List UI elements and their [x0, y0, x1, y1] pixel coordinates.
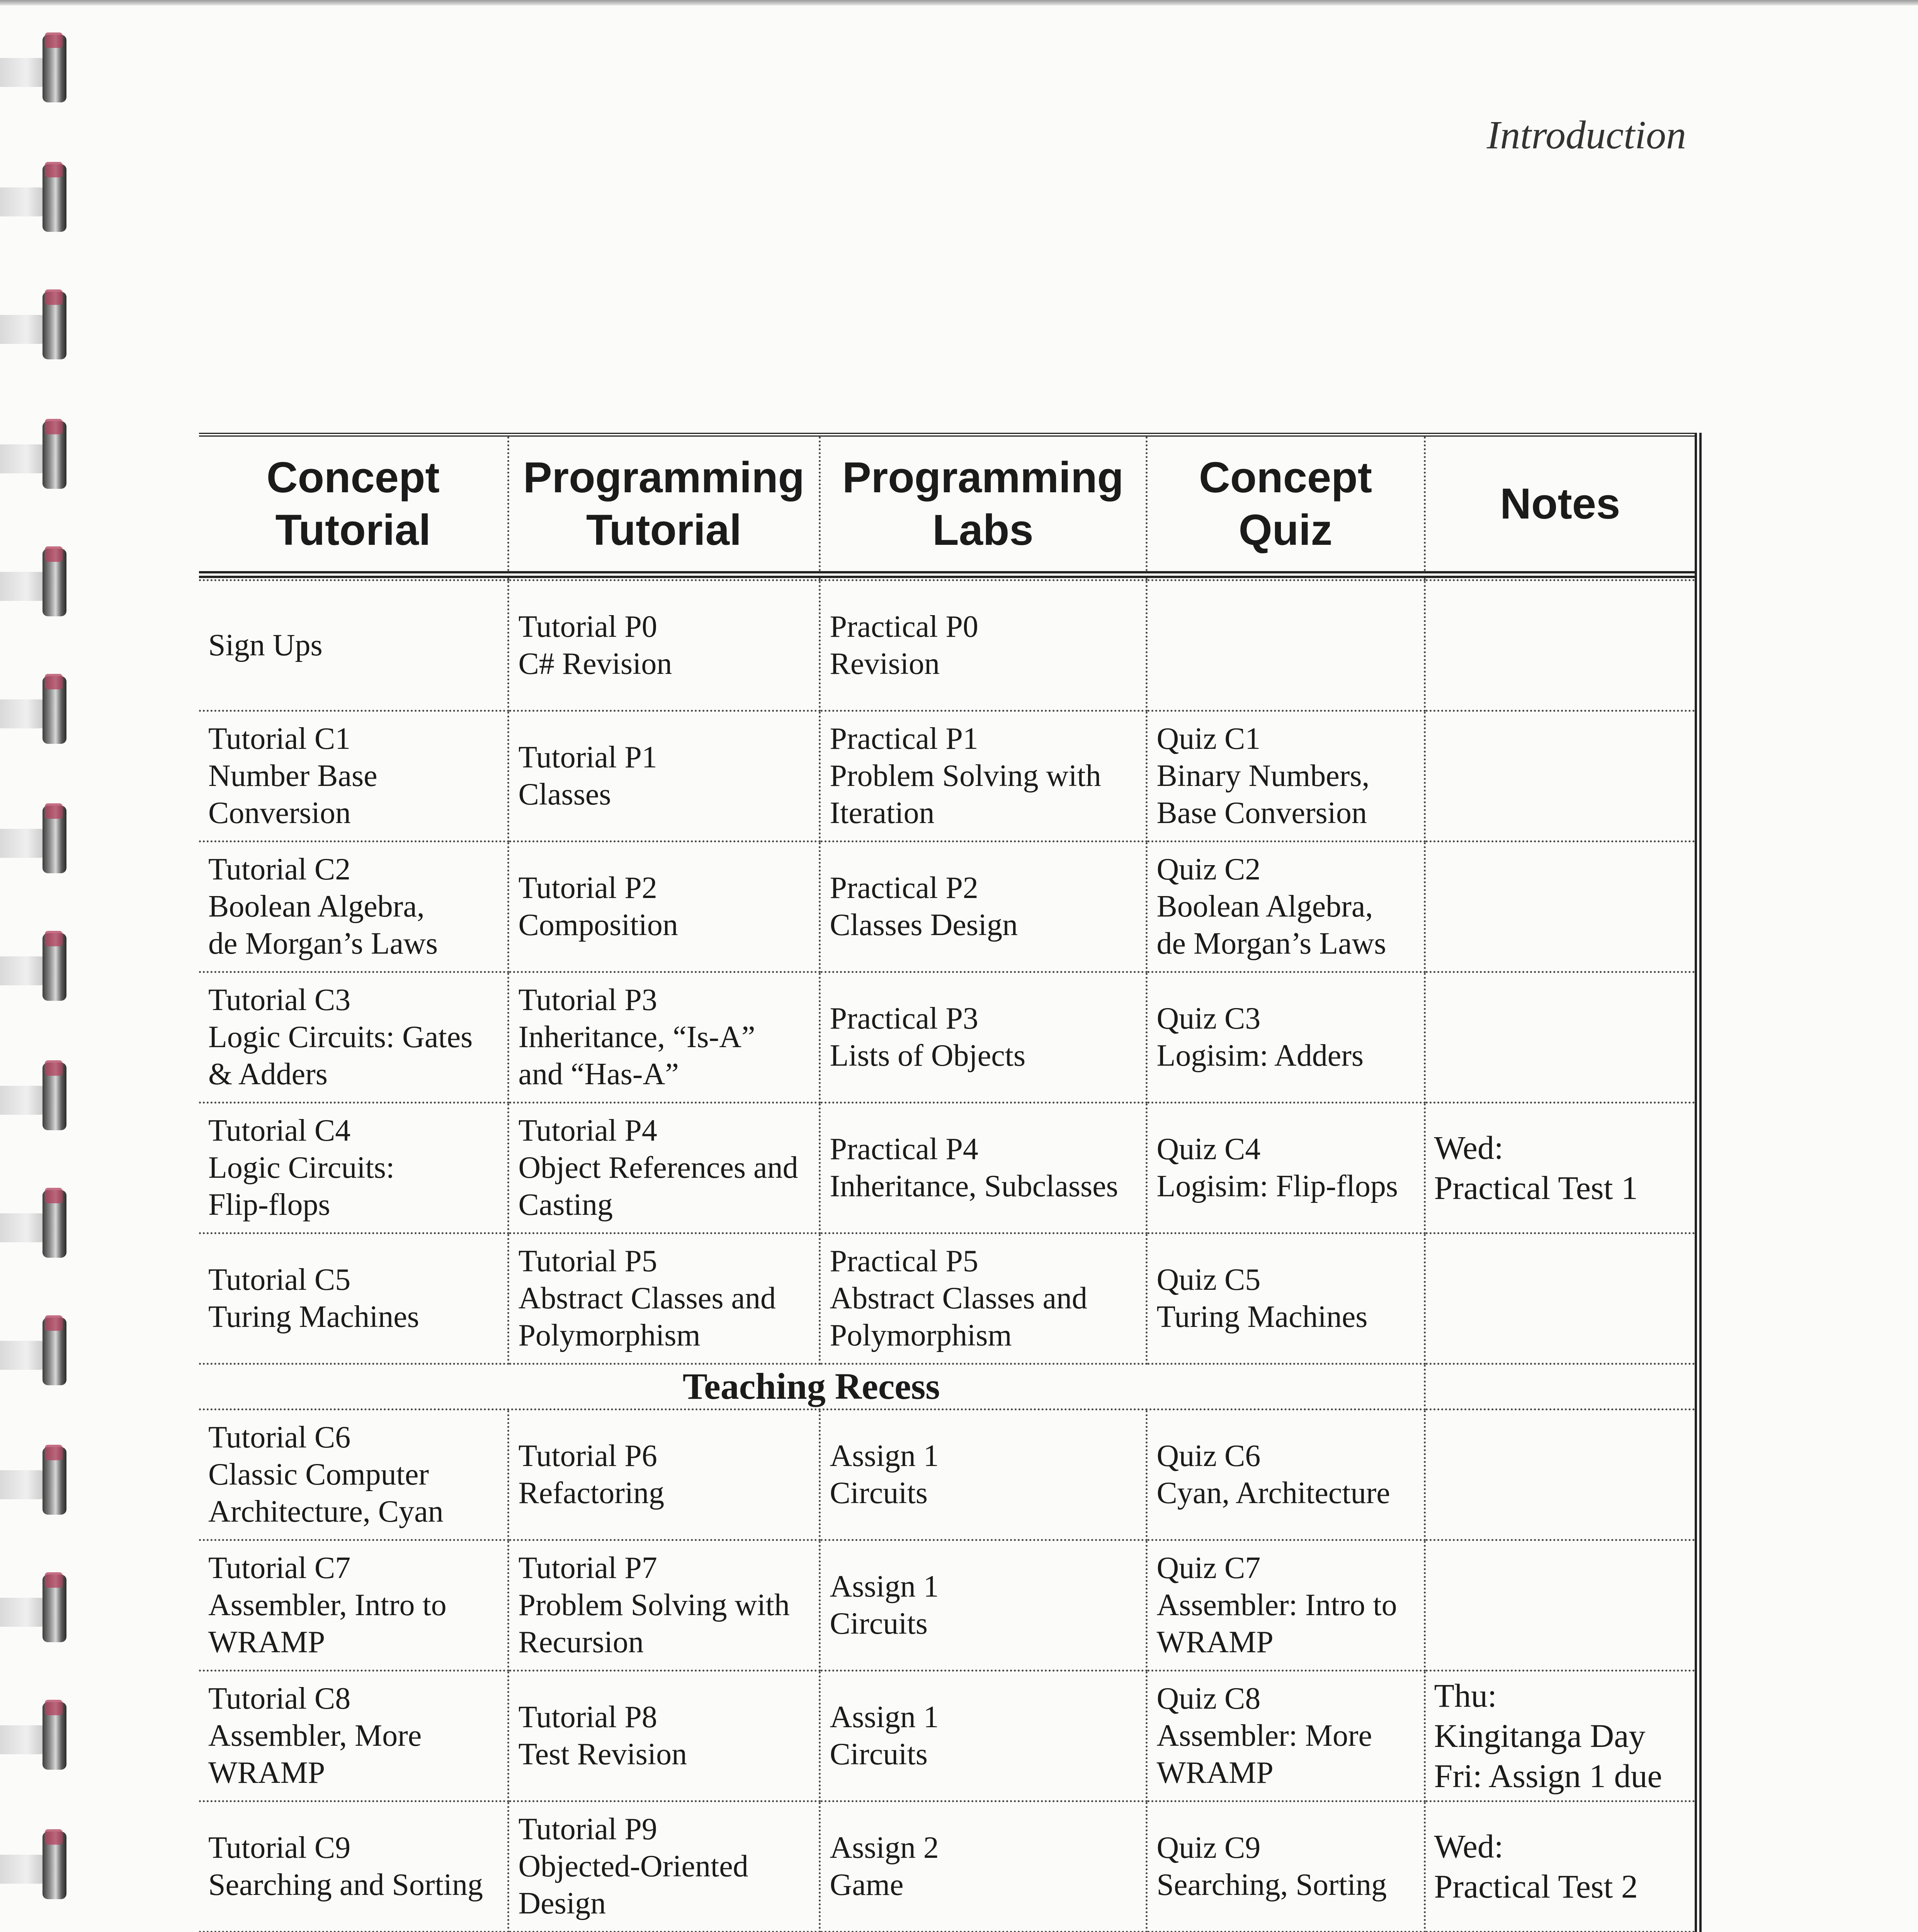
programming-lab-cell	[820, 841, 1146, 972]
cell-line: Inheritance, Subclasses	[830, 1169, 1118, 1203]
programming-tutorial-cell	[508, 1233, 820, 1364]
cell-line: Quiz C9	[1156, 1831, 1261, 1865]
cell-line: Assembler, Intro to	[208, 1588, 447, 1622]
cell-line: Abstract Classes and	[830, 1281, 1088, 1315]
table-row	[199, 972, 1698, 1102]
cell-line: Tutorial P2	[518, 871, 657, 905]
cell-line: C# Revision	[518, 647, 672, 681]
programming-lab-cell	[820, 972, 1146, 1102]
binding-hole	[0, 1341, 44, 1370]
cell-line: Recursion	[518, 1625, 644, 1659]
header-line: Notes	[1500, 480, 1620, 528]
programming-lab-cell	[820, 711, 1146, 841]
table-row	[199, 1540, 1698, 1670]
running-header: Introduction	[1486, 113, 1686, 157]
cell-line: Inheritance, “Is-A”	[518, 1020, 755, 1054]
cell-line: Quiz C4	[1156, 1132, 1261, 1166]
cell-line: Classes	[518, 777, 611, 811]
cell-line: Cyan, Architecture	[1156, 1476, 1390, 1510]
concept-quiz-cell	[1146, 1801, 1425, 1932]
cell-line: Refactoring	[518, 1476, 665, 1510]
concept-tutorial-cell	[199, 580, 508, 711]
concept-quiz-cell	[1146, 1670, 1425, 1801]
cell-line: Assembler: More	[1156, 1719, 1372, 1753]
programming-lab-cell	[820, 1102, 1146, 1233]
binding-ring	[0, 1571, 73, 1644]
cell-line: WRAMP	[1156, 1625, 1274, 1659]
cell-line: Tutorial C7	[208, 1551, 351, 1585]
cell-line: Tutorial P4	[518, 1114, 657, 1148]
cell-line: Practical P2	[830, 871, 978, 905]
header-line: Quiz	[1238, 506, 1333, 554]
concept-tutorial-cell	[199, 972, 508, 1102]
header-programming-tutorial	[508, 435, 820, 575]
cell-line: Tutorial P3	[518, 983, 657, 1017]
cell-line: Design	[518, 1886, 606, 1920]
header-line: Labs	[932, 506, 1034, 554]
cell-line: Turing Machines	[1156, 1300, 1368, 1334]
concept-tutorial-cell	[199, 1102, 508, 1233]
programming-tutorial-cell	[508, 1102, 820, 1233]
cell-line: Logic Circuits: Gates	[208, 1020, 473, 1054]
cell-line: Game	[830, 1868, 904, 1902]
cell-line: Tutorial C8	[208, 1682, 351, 1716]
notes-cell	[1425, 1364, 1698, 1409]
concept-quiz-cell	[1146, 972, 1425, 1102]
concept-tutorial-cell	[199, 1409, 508, 1540]
cell-line: Practical P1	[830, 722, 978, 756]
table-row	[199, 1233, 1698, 1364]
table-row	[199, 1409, 1698, 1540]
cell-line: Fri: Assign 1 due	[1434, 1757, 1662, 1794]
header-line: Tutorial	[586, 506, 742, 554]
binding-hole	[0, 1855, 44, 1884]
cell-line: Tutorial C9	[208, 1831, 351, 1865]
programming-lab-cell	[820, 1540, 1146, 1670]
programming-tutorial-cell	[508, 841, 820, 972]
binding-ring	[0, 1698, 73, 1772]
header-notes	[1425, 435, 1698, 575]
concept-tutorial-cell	[199, 711, 508, 841]
binding-ring	[0, 802, 73, 875]
binding-ring	[0, 1314, 73, 1387]
binding-ring	[0, 929, 73, 1003]
programming-lab-cell	[820, 1670, 1146, 1801]
concept-quiz-cell	[1146, 1540, 1425, 1670]
spacer-row	[199, 575, 1698, 580]
binding-hole	[0, 1470, 44, 1499]
concept-quiz-cell	[1146, 841, 1425, 972]
cell-line: Objected-Oriented	[518, 1849, 748, 1883]
cell-line: Polymorphism	[830, 1318, 1012, 1352]
cell-line: Quiz C1	[1156, 722, 1261, 756]
notes-cell	[1425, 1102, 1698, 1233]
header-line: Concept	[1199, 453, 1372, 502]
binding-coil	[43, 676, 66, 744]
binding-coil	[43, 933, 66, 1001]
cell-line: Searching, Sorting	[1156, 1868, 1387, 1902]
spacer-cell	[820, 575, 1146, 580]
cell-line: Assign 1	[830, 1439, 939, 1473]
binding-coil	[43, 1318, 66, 1385]
cell-line: WRAMP	[1156, 1756, 1274, 1790]
spiral-binding	[0, 0, 77, 1932]
spacer-cell	[1146, 575, 1425, 580]
concept-quiz-cell	[1146, 1102, 1425, 1233]
cell-line: Wed:	[1434, 1828, 1503, 1865]
programming-lab-cell	[820, 580, 1146, 711]
cell-line: Tutorial P9	[518, 1812, 657, 1846]
page-top-edge	[0, 0, 1918, 5]
concept-quiz-cell	[1146, 580, 1425, 711]
cell-line: Logisim: Adders	[1156, 1039, 1364, 1073]
spacer-cell	[508, 575, 820, 580]
spacer-cell	[1425, 575, 1698, 580]
cell-line: Quiz C6	[1156, 1439, 1261, 1473]
cell-line: Flip-flops	[208, 1188, 330, 1222]
cell-line: Searching and Sorting	[208, 1868, 483, 1902]
cell-line: Classes Design	[830, 908, 1018, 942]
concept-quiz-cell	[1146, 711, 1425, 841]
timetable-table	[199, 433, 1702, 1932]
notes-cell	[1425, 841, 1698, 972]
cell-line: Assign 1	[830, 1700, 939, 1734]
cell-line: Polymorphism	[518, 1318, 701, 1352]
header-line: Programming	[523, 453, 805, 502]
concept-tutorial-cell	[199, 1233, 508, 1364]
cell-line: Practical Test 1	[1434, 1169, 1638, 1206]
binding-ring	[0, 288, 73, 361]
cell-line: Tutorial P6	[518, 1439, 657, 1473]
cell-line: Assign 1	[830, 1570, 939, 1604]
binding-hole	[0, 572, 44, 601]
binding-coil	[43, 421, 66, 489]
cell-line: Practical P3	[830, 1002, 978, 1036]
notes-cell	[1425, 1801, 1698, 1932]
cell-line: Logic Circuits:	[208, 1151, 395, 1185]
cell-line: and “Has-A”	[518, 1057, 679, 1091]
binding-coil	[43, 1190, 66, 1258]
cell-line: Tutorial P7	[518, 1551, 657, 1585]
cell-line: Assign 2	[830, 1831, 939, 1865]
cell-line: Object References and	[518, 1151, 798, 1185]
cell-line: Boolean Algebra,	[208, 889, 425, 923]
cell-line: Number Base	[208, 759, 377, 793]
binding-hole	[0, 444, 44, 473]
binding-coil	[43, 1832, 66, 1899]
cell-line: Assembler, More	[208, 1719, 422, 1753]
cell-line: Practical P5	[830, 1244, 978, 1278]
cell-line: Tutorial P1	[518, 740, 657, 774]
binding-hole	[0, 1598, 44, 1627]
cell-line: Iteration	[830, 796, 935, 830]
binding-coil	[43, 1702, 66, 1770]
spacer-cell	[199, 575, 508, 580]
cell-line: Conversion	[208, 796, 351, 830]
binding-ring	[0, 1059, 73, 1132]
header-concept-quiz	[1146, 435, 1425, 575]
timetable-body	[199, 575, 1698, 1932]
cell-line: Circuits	[830, 1607, 928, 1641]
binding-coil	[43, 164, 66, 232]
binding-hole	[0, 829, 44, 858]
binding-ring	[0, 1186, 73, 1260]
cell-line: Tutorial C2	[208, 852, 351, 886]
cell-line: Practical Test 2	[1434, 1868, 1638, 1905]
binding-coil	[43, 1575, 66, 1642]
cell-line: Assembler: Intro to	[1156, 1588, 1397, 1622]
cell-line: Test Revision	[518, 1737, 687, 1771]
teaching-recess-banner	[199, 1364, 1698, 1409]
notes-cell	[1425, 580, 1698, 711]
cell-line: Tutorial P0	[518, 610, 657, 644]
cell-line: Quiz C3	[1156, 1002, 1261, 1036]
binding-hole	[0, 699, 44, 728]
cell-line: Quiz C7	[1156, 1551, 1261, 1585]
notes-cell	[1425, 1670, 1698, 1801]
binding-hole	[0, 58, 44, 87]
cell-line: Circuits	[830, 1737, 928, 1771]
programming-tutorial-cell	[508, 711, 820, 841]
teaching-recess-banner-label: Teaching Recess	[199, 1364, 1425, 1409]
cell-line: Base Conversion	[1156, 796, 1367, 830]
programming-tutorial-cell	[508, 1540, 820, 1670]
notes-cell	[1425, 1233, 1698, 1364]
cell-line: Turing Machines	[208, 1300, 419, 1334]
cell-line: Quiz C2	[1156, 852, 1261, 886]
cell-line: Casting	[518, 1188, 613, 1222]
notes-cell	[1425, 1409, 1698, 1540]
header-line: Tutorial	[275, 506, 431, 554]
table-row	[199, 711, 1698, 841]
cell-line: Tutorial C5	[208, 1263, 351, 1297]
cell-line: Composition	[518, 908, 678, 942]
header-line: Concept	[266, 453, 440, 502]
programming-lab-cell	[820, 1233, 1146, 1364]
cell-line: WRAMP	[208, 1625, 325, 1659]
binding-ring	[0, 417, 73, 491]
notes-cell	[1425, 972, 1698, 1102]
header-programming-labs	[820, 435, 1146, 575]
programming-tutorial-cell	[508, 1801, 820, 1932]
cell-line: & Adders	[208, 1057, 328, 1091]
cell-line: Lists of Objects	[830, 1039, 1026, 1073]
programming-tutorial-cell	[508, 580, 820, 711]
cell-line: Thu:	[1434, 1677, 1497, 1714]
cell-line: Revision	[830, 647, 940, 681]
programming-tutorial-cell	[508, 972, 820, 1102]
cell-line: Practical P4	[830, 1132, 978, 1166]
binding-hole	[0, 1725, 44, 1754]
timetable-header	[199, 435, 1698, 575]
notes-cell	[1425, 711, 1698, 841]
cell-line: Wed:	[1434, 1129, 1503, 1166]
binding-coil	[43, 1063, 66, 1130]
cell-line: Quiz C8	[1156, 1682, 1261, 1716]
cell-line: Binary Numbers,	[1156, 759, 1370, 793]
table-row	[199, 580, 1698, 711]
binding-hole	[0, 1213, 44, 1242]
cell-line: Circuits	[830, 1476, 928, 1510]
course-timetable	[199, 433, 1698, 1932]
cell-line: WRAMP	[208, 1756, 325, 1790]
binding-hole	[0, 1086, 44, 1115]
binding-ring	[0, 1443, 73, 1517]
binding-ring	[0, 545, 73, 618]
cell-line: Problem Solving with	[518, 1588, 790, 1622]
binding-coil	[43, 292, 66, 359]
binding-coil	[43, 806, 66, 873]
concept-quiz-cell	[1146, 1233, 1425, 1364]
concept-quiz-cell	[1146, 1409, 1425, 1540]
cell-line: Tutorial C4	[208, 1114, 351, 1148]
binding-ring	[0, 160, 73, 234]
header-line: Programming	[842, 453, 1124, 502]
binding-ring	[0, 31, 73, 104]
programming-tutorial-cell	[508, 1670, 820, 1801]
cell-line: Problem Solving with	[830, 759, 1101, 793]
cell-line: Tutorial C1	[208, 722, 351, 756]
binding-coil	[43, 1447, 66, 1515]
cell-line: Boolean Algebra,	[1156, 889, 1373, 923]
concept-tutorial-cell	[199, 1670, 508, 1801]
binding-ring	[0, 672, 73, 746]
cell-line: de Morgan’s Laws	[208, 927, 438, 961]
notes-cell	[1425, 1540, 1698, 1670]
binding-hole	[0, 187, 44, 216]
table-row	[199, 1102, 1698, 1233]
cell-line: Kingitanga Day	[1434, 1717, 1646, 1754]
cell-line: Classic Computer	[208, 1458, 429, 1492]
binding-hole	[0, 956, 44, 985]
table-row	[199, 841, 1698, 972]
cell-line: de Morgan’s Laws	[1156, 927, 1386, 961]
cell-line: Abstract Classes and	[518, 1281, 776, 1315]
programming-tutorial-cell	[508, 1409, 820, 1540]
table-row	[199, 1670, 1698, 1801]
cell-line: Architecture, Cyan	[208, 1495, 444, 1529]
cell-line: Logisim: Flip-flops	[1156, 1169, 1398, 1203]
binding-hole	[0, 315, 44, 344]
cell-line: Tutorial C6	[208, 1420, 351, 1454]
concept-tutorial-cell	[199, 1540, 508, 1670]
binding-coil	[43, 35, 66, 102]
binding-ring	[0, 1828, 73, 1901]
cell-line: Sign Ups	[208, 628, 323, 662]
cell-line: Quiz C5	[1156, 1263, 1261, 1297]
table-row	[199, 1801, 1698, 1932]
cell-line: Tutorial P8	[518, 1700, 657, 1734]
header-concept-tutorial	[199, 435, 508, 575]
programming-lab-cell	[820, 1409, 1146, 1540]
cell-line: Tutorial C3	[208, 983, 351, 1017]
programming-lab-cell	[820, 1801, 1146, 1932]
cell-line: Tutorial P5	[518, 1244, 657, 1278]
cell-line: Practical P0	[830, 610, 978, 644]
concept-tutorial-cell	[199, 1801, 508, 1932]
concept-tutorial-cell	[199, 841, 508, 972]
binding-coil	[43, 549, 66, 616]
